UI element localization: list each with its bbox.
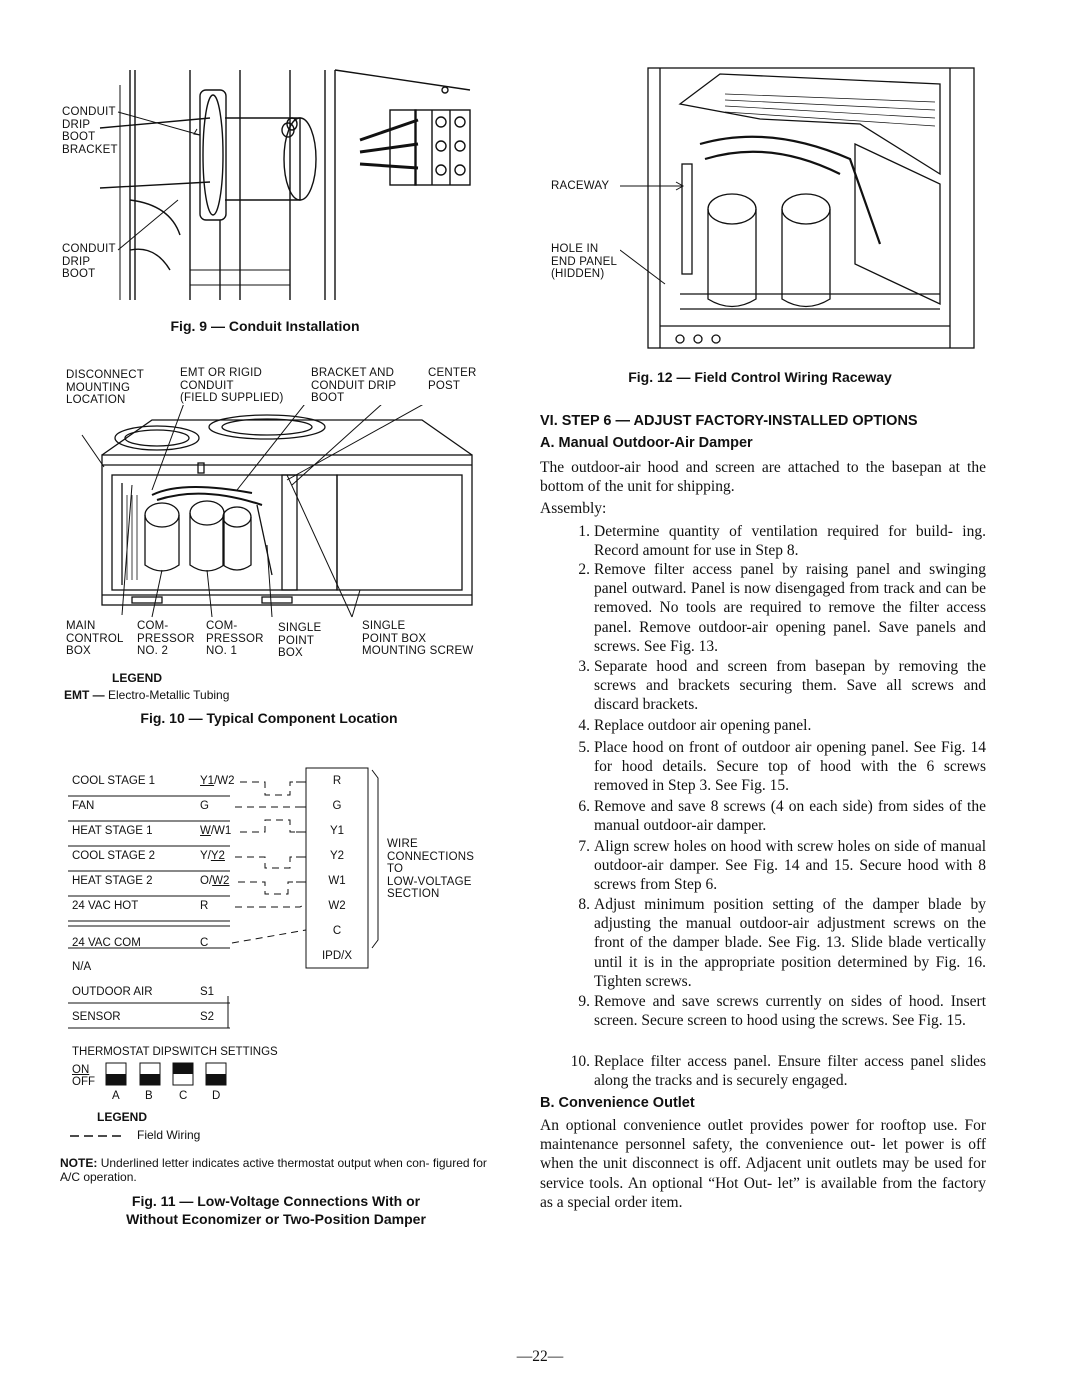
figure-10-component-location — [62, 405, 482, 625]
label-conduit-drip-boot: CONDUIT DRIP BOOT — [62, 243, 116, 280]
label-center-post: CENTER POST — [428, 367, 477, 392]
label-emt-or-rigid-conduit: EMT OR RIGID CONDUIT (FIELD SUPPLIED) — [180, 367, 284, 404]
unit-term-y2: Y2 — [329, 850, 345, 862]
term-s1: S1 — [200, 986, 215, 998]
fig11-legend-title: LEGEND — [97, 1110, 148, 1124]
fig10-legend-entry: EMT — Electro-Metallic Tubing — [64, 688, 230, 702]
label-disconnect-mounting-location: DISCONNECT MOUNTING LOCATION — [66, 369, 145, 406]
section-heading: VI. STEP 6 — ADJUST FACTORY-INSTALLED OPTIONS — [540, 413, 918, 429]
dip-letter-d: D — [212, 1090, 221, 1102]
label-single-point-box: SINGLE POINT BOX — [278, 622, 322, 659]
term-s2: S2 — [200, 1011, 215, 1023]
raceway-drawing — [620, 64, 980, 354]
fig11-legend-field-wiring: Field Wiring — [137, 1128, 201, 1142]
term-y1-w2: Y1/W2 — [200, 775, 235, 787]
unit-term-w2: W2 — [328, 900, 346, 912]
fig12-caption: Fig. 12 — Field Control Wiring Raceway — [628, 369, 892, 385]
term-g: G — [200, 800, 209, 812]
subheading-manual-outdoor-air-damper: A. Manual Outdoor-Air Damper — [540, 435, 753, 451]
fig10-caption: Fig. 10 — Typical Component Location — [140, 710, 398, 726]
field-wiring-symbol — [70, 1132, 124, 1138]
label-conduit-drip-boot-bracket: CONDUIT DRIP BOOT BRACKET — [62, 106, 118, 156]
convenience-outlet-paragraph: An optional convenience outlet provides power for rooftop use. For maintenance personnel safety, the convenience out- let power is off when the unit disconnect is off. Adjacent unit outlets may be used for service tools. An optional “Hot Out- let” is available from the factory as a special order item. — [540, 1117, 986, 1211]
dip-letter-c: C — [179, 1090, 188, 1102]
dipswitch-d — [205, 1062, 227, 1086]
dip-on-label: ON — [72, 1064, 90, 1076]
row-fan: FAN — [72, 800, 95, 812]
row-24-vac-com: 24 VAC COM — [72, 937, 141, 949]
term-c: C — [200, 937, 209, 949]
row-cool-stage-1: COOL STAGE 1 — [72, 775, 156, 787]
subheading-convenience-outlet: B. Convenience Outlet — [540, 1095, 695, 1111]
row-heat-stage-2: HEAT STAGE 2 — [72, 875, 153, 887]
page-number: —22— — [516, 1348, 564, 1365]
dip-letter-a: A — [112, 1090, 120, 1102]
label-single-point-box-mounting-screw: SINGLE POINT BOX MOUNTING SCREW — [362, 620, 474, 657]
fig11-note: NOTE: Underlined letter indicates active thermostat output when con- figured for A/C operation. — [60, 1156, 487, 1184]
label-main-control-box: MAIN CONTROL BOX — [66, 620, 124, 657]
unit-term-r: R — [332, 775, 342, 787]
unit-term-c: C — [332, 925, 342, 937]
term-o-w2: O/W2 — [200, 875, 230, 887]
dipswitch-b — [139, 1062, 161, 1086]
row-cool-stage-2: COOL STAGE 2 — [72, 850, 156, 862]
row-24-vac-hot: 24 VAC HOT — [72, 900, 139, 912]
dip-letter-b: B — [145, 1090, 153, 1102]
row-sensor: SENSOR — [72, 1011, 121, 1023]
unit-term-g: G — [332, 800, 342, 812]
figure-9-conduit-installation — [60, 60, 490, 320]
fig9-caption: Fig. 9 — Conduit Installation — [170, 318, 360, 334]
unit-term-ipd-x: IPD/X — [321, 950, 353, 962]
label-compressor-no-2: COM- PRESSOR NO. 2 — [137, 620, 195, 657]
row-na: N/A — [72, 961, 92, 973]
label-wire-connections: WIRE CONNECTIONS TO LOW-VOLTAGE SECTION — [387, 838, 475, 900]
component-location-drawing — [62, 405, 482, 625]
label-compressor-no-1: COM- PRESSOR NO. 1 — [206, 620, 264, 657]
label-bracket-and-conduit-drip-boot: BRACKET AND CONDUIT DRIP BOOT — [311, 367, 397, 404]
dip-title: THERMOSTAT DIPSWITCH SETTINGS — [72, 1046, 278, 1058]
unit-term-w1: W1 — [328, 875, 346, 887]
term-w-w1: W/W1 — [200, 825, 232, 837]
row-outdoor-air: OUTDOOR AIR — [72, 986, 153, 998]
dipswitch-c — [172, 1062, 194, 1086]
term-r: R — [200, 900, 209, 912]
intro-paragraph: The outdoor-air hood and screen are attached to the basepan at the bottom of the unit for shipping. — [540, 459, 986, 496]
row-heat-stage-1: HEAT STAGE 1 — [72, 825, 153, 837]
label-hole-in-end-panel: HOLE IN END PANEL (HIDDEN) — [551, 243, 618, 280]
dipswitch-a — [105, 1062, 127, 1086]
fig10-legend-title: LEGEND — [112, 671, 163, 685]
dip-off-label: OFF — [72, 1076, 95, 1088]
label-raceway: RACEWAY — [551, 180, 610, 192]
unit-term-y1: Y1 — [329, 825, 345, 837]
fig11-caption: Fig. 11 — Low-Voltage Connections With or Without Economizer or Two-Position Damper — [126, 1193, 426, 1227]
figure-12-field-control-wiring-raceway — [620, 64, 980, 354]
assembly-label: Assembly: — [540, 500, 607, 517]
term-y-y2: Y/Y2 — [200, 850, 225, 862]
conduit-installation-drawing — [60, 60, 490, 310]
